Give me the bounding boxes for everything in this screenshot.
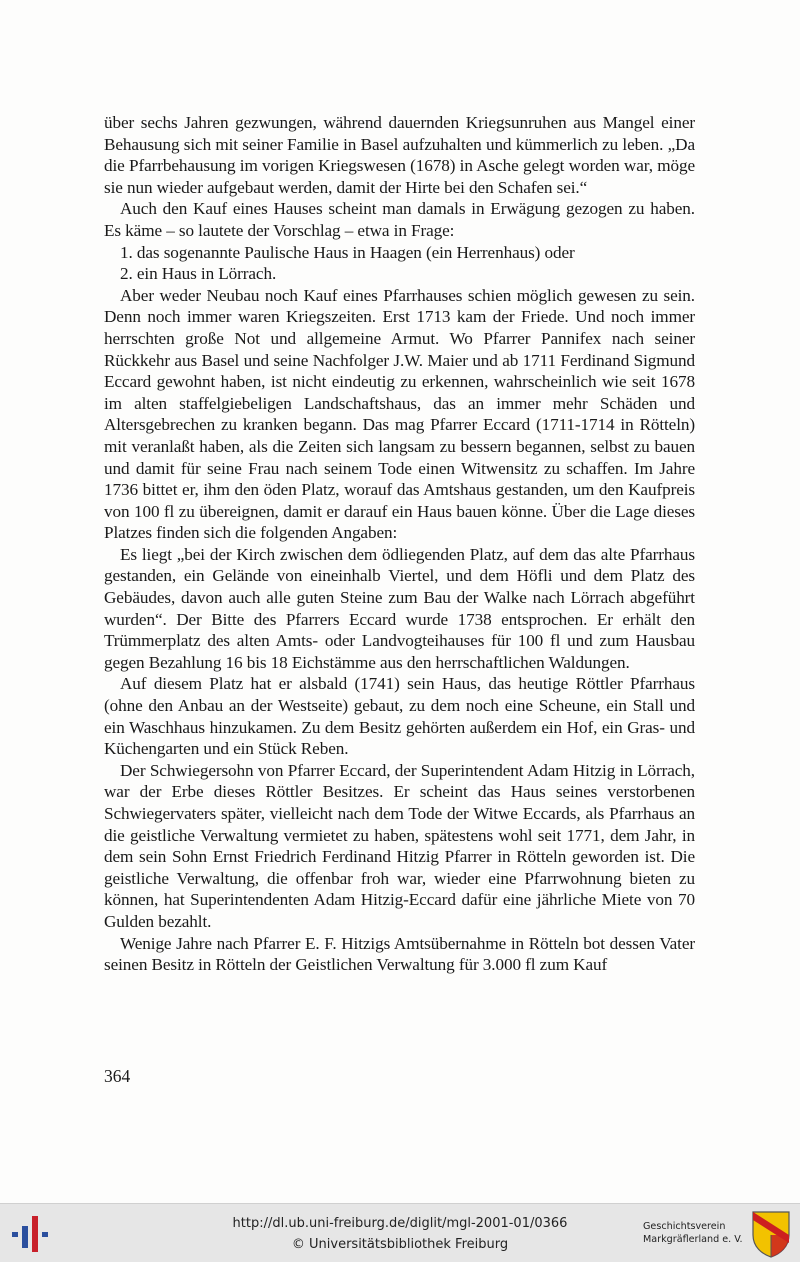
list-item-1: 1. das sogenannte Paulische Haus in Haagen (ein Herrenhaus) oder [120,242,575,262]
paragraph-3: Aber weder Neubau noch Kauf eines Pfarrhauses schien möglich gewesen zu sein. Denn noch immer waren Kriegszeiten. Erst 1713 kam der Friede. Und noch immer herrschten große Not und allgemeine Armut. Wo Pfarrer Pannifex nach seiner Rückkehr aus Basel und seine Nachfolger J.W. Maier und ab 1711 Ferdinand Sigmund Eccard gewohnt haben, ist nicht eindeutig zu erkennen, wahrscheinlich wie seit 1678 im alten staffelgiebeligen Landschaftshaus, das an immer mehr Schäden und Altersgebrechen zu kranken begann. Das mag Pfarrer Eccard (1711-1714 in Rötteln) mit veranlaßt haben, als die Zeiten sich langsam zu bessern begannen, selbst zu bauen und damit für seine Frau nach seinem Tode einen Witwensitz zu schaffen. Im Jahre 1736 bittet er, ihm den öden Platz, worauf das Amtshaus gestanden, um den Kaufpreis von 100 fl zu übereignen, damit er darauf ein Haus bauen könne. Über die Lage dieses Platzes finden sich die folgenden Angaben: [104,285,695,543]
list-item-2: 2. ein Haus in Lörrach. [120,264,277,284]
paragraph-5: Auf diesem Platz hat er alsbald (1741) sein Haus, das heutige Röttler Pfarrhaus (ohne den Anbau an der Westseite) gebaut, zu dem noch eine Scheune, ein Stall und ein Waschhaus hinzukamen. Zu dem Besitz gehörten außerdem ein Hof, ein Gras- und Küchengarten und ein Stück Reben. [104,674,695,759]
paragraph-7: Wenige Jahre nach Pfarrer E. F. Hitzigs Amtsübernahme in Rötteln bot dessen Vater seinen Besitz in Rötteln der Geistlichen Verwaltung für 3.000 fl zum Kauf [104,933,695,975]
page-number: 364 [104,1066,131,1086]
coat-of-arms-icon [750,1209,792,1259]
paragraph-2: Auch den Kauf eines Hauses scheint man damals in Erwägung gezogen zu haben. Es käme – so lautete der Vorschlag – etwa in Frage: [104,199,695,240]
ub-freiburg-logo-icon [10,1212,54,1256]
body-text [104,112,695,976]
society-line-2: Markgräflerland e. V. [643,1234,743,1245]
paragraph-6: Der Schwiegersohn von Pfarrer Eccard, der Superintendent Adam Hitzig in Lörrach, war der Erbe dieses Röttler Besitzes. Er scheint das Haus seines verstorbenen Schwiegervaters später, vielleicht nach dem Tode der Witwe Eccards, als Pfarrhaus an die geistliche Verwaltung vermietet zu haben, spätestens wohl seit 1771, dem Jahr, in dem sein Sohn Ernst Friedrich Ferdinand Hitzig Pfarrer in Rötteln geworden ist. Die geistliche Verwaltung, die offenbar froh war, wieder eine Pfarrwohnung bieten zu können, hat Superintendenten Adam Hitzig-Eccard dafür eine jährliche Miete von 70 Gulden bezahlt. [104,760,695,931]
society-name [643,1220,753,1246]
paragraph-1: über sechs Jahren gezwungen, während dauernden Kriegsunruhen aus Mangel einer Behausung sich mit seiner Familie in Basel aufzuhalten und kümmerlich zu leben. „Da die Pfarrbehausung im vorigen Kriegswesen (1678) in Asche gelegt worden war, möge sie nun wieder aufgebaut werden, damit der Hirte bei den Schafen sei.“ [104,113,695,197]
footer-url-link[interactable]: http://dl.ub.uni-freiburg.de/diglit/mgl-2001-01/0366 [232,1216,568,1231]
paragraph-4: Es liegt „bei der Kirch zwischen dem ödliegenden Platz, auf dem das alte Pfarrhaus gestanden, ein Gelände von eineinhalb Viertel, und dem Höfli und dem Platz des Gebäudes, davon auch alle guten Steine zum Bau der Walke nach Lörrach abgeführt wurden“. Der Bitte des Pfarrers Eccard wurde 1738 entsprochen. Er erhält den Trümmerplatz des alten Amts- oder Landvogteihauses für 100 fl und zum Hausbau gegen Bezahlung 16 bis 18 Eichstämme aus den herrschaftlichen Waldungen. [104,544,695,672]
footer-bar [0,1203,800,1262]
footer-copyright: © Universitätsbibliothek Freiburg [291,1237,509,1252]
society-line-1: Geschichtsverein [643,1221,726,1232]
